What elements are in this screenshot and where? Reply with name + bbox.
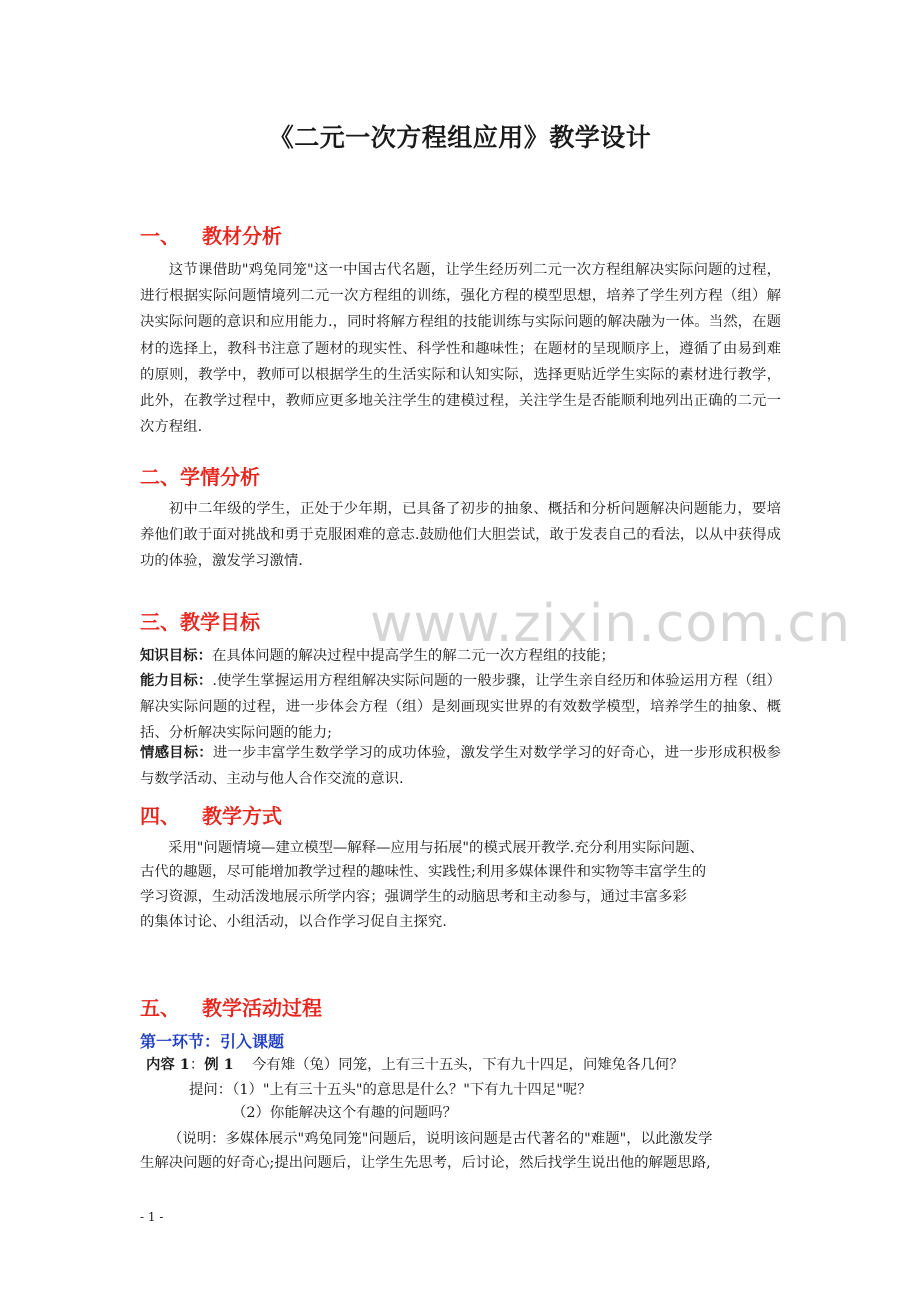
section-heading-textbook-analysis [140,220,282,249]
section-heading-teaching-method [140,800,282,829]
watermark: www.zixin.com.cn [370,594,851,654]
goal-ability [140,668,781,747]
section-number: 一、 [140,224,180,248]
note-line-2: 生解决问题的好奇心;提出问题后，让学生先思考，后讨论，然后找学生说出他的解题思路, [140,1155,711,1171]
content-label: 内容 1 [146,1056,190,1073]
section-heading-text: 教学方式 [202,804,282,828]
section-heading-text: 教材分析 [202,224,282,248]
section-number: 五、 [140,996,180,1020]
section-heading-activity-process [140,992,322,1021]
subheading-stage-1: 第一环节：引入课题 [140,1032,285,1051]
content-1-line [146,1053,684,1077]
method-line-2: 古代的趣题，尽可能增加教学过程的趣味性、实践性;利用多媒体课件和实物等丰富学生的 [140,864,707,880]
page-number: - 1 - [140,1210,164,1224]
section-heading-teaching-goals: 三、教学目标 [140,610,260,634]
goal-knowledge [140,643,781,669]
section-heading-student-analysis: 二、学情分析 [140,465,260,489]
question-2: （2）你能解决这个有趣的问题吗？ [232,1105,458,1121]
method-line-4: 的集体讨论、小组活动，以合作学习促自主探究. [140,914,447,930]
paragraph-textbook-analysis: 这节课借助"鸡兔同笼"这一中国古代名题，让学生经历列二元一次方程组解决实际问题的过程，进行根据实际问题情境列二元一次方程组的训练，强化方程的模型思想，培养了学生列方程（组）解决实际问题的意识和应用能力.，同时将解方程组的技能训练与实际问题的解决融为一体。当然，在题材的选择上，教科书注意了题材的现实性、科学性和趣味性；在题材的呈现顺序上，遵循了由易到难的原则，教学中，教师可以根据学生的生活实际和认知实际，选择更贴近学生实际的素材进行教学，此外，在教学过程中，教师应更多地关注学生的建模过程，关注学生是否能顺利地列出正确的二元一次方程组. [140,262,781,436]
page-title: 《二元一次方程组应用》教学设计 [268,123,652,152]
goal-text: 在具体问题的解决过程中提高学生的解二元一次方程组的技能； [211,648,615,664]
content-colon: ： [189,1057,205,1073]
goal-text: 进一步丰富学生数学学习的成功体验，激发学生对数学学习的好奇心，进一步形成积极参与数学活动、主动与他人合作交流的意识. [140,745,781,788]
example-text: 今有雉（兔）同笼，上有三十五头，下有九十四足，问雉兔各几何？ [251,1057,684,1073]
section-number: 四、 [140,804,180,828]
section-heading-text: 教学活动过程 [202,996,322,1020]
goal-label: 知识目标： [140,648,212,664]
method-line-3: 学习资源，生动活泼地展示所学内容；强调学生的动脑思考和主动参与，通过丰富多彩 [140,889,687,905]
goal-emotion [140,740,781,792]
example-label: 例 1 [204,1056,234,1073]
question-1: 提问：（1）"上有三十五头"的意思是什么？"下有九十四足"呢？ [189,1082,592,1098]
goal-text: .使学生掌握运用方程组解决实际问题的一般步骤，让学生亲自经历和体验运用方程（组）解决实际问题的过程，进一步体会方程（组）是刻画现实世界的有效数学模型，培养学生的抽象、概括、分析解决实际问题的能力; [140,673,781,742]
method-line-1: 采用"问题情境—建立模型—解释—应用与拓展"的模式展开教学.充分利用实际问题、 [168,840,704,856]
goal-label: 情感目标： [140,745,213,761]
goal-label: 能力目标： [140,673,213,689]
note-line-1: （说明：多媒体展示"鸡兔同笼"问题后，说明该问题是古代著名的"难题"，以此激发学 [168,1131,713,1147]
paragraph-student-analysis: 初中二年级的学生，正处于少年期，已具备了初步的抽象、概括和分析问题解决问题能力，要培养他们敢于面对挑战和勇于克服困难的意志.鼓励他们大胆尝试，敢于发表自己的看法，以从中获得成功的体验，激发学习激情. [140,501,781,570]
